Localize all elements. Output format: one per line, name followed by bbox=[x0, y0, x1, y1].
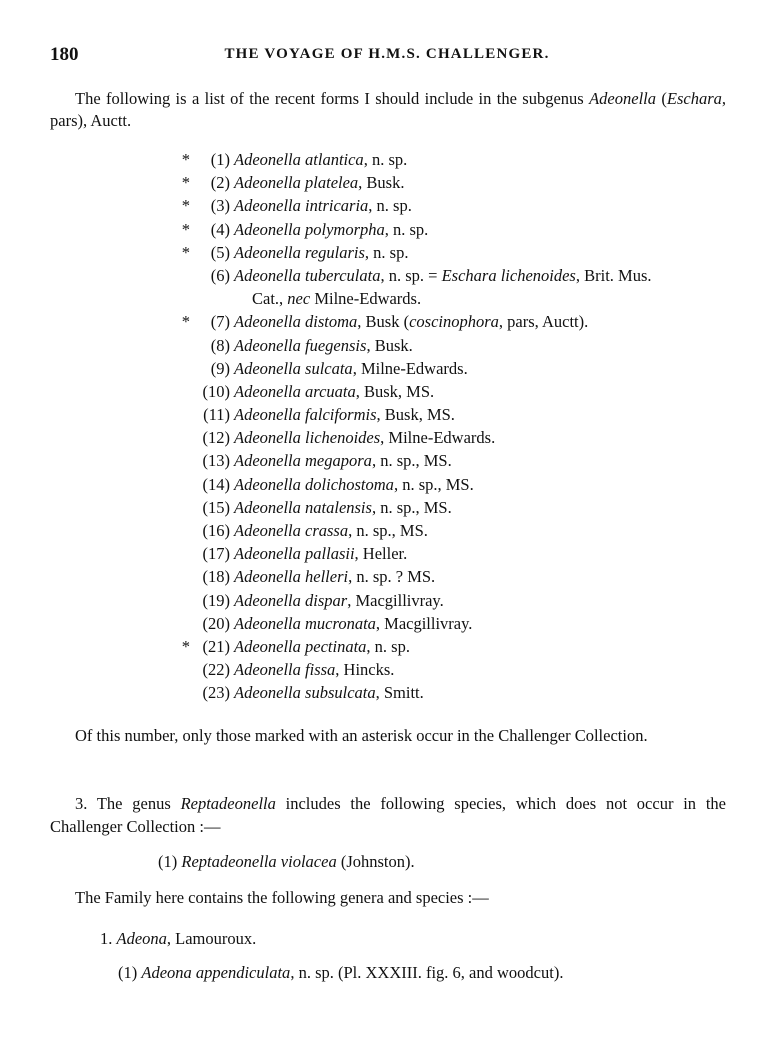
species-item-continuation bbox=[150, 287, 730, 310]
species-authority-2: , Brit. Mus. bbox=[575, 265, 652, 285]
species-authority: , Hincks. bbox=[335, 660, 395, 680]
species-list bbox=[150, 148, 730, 705]
species-text bbox=[234, 681, 424, 704]
species-authority: , Macgillivray. bbox=[375, 613, 473, 633]
reptadeonella-species bbox=[158, 851, 415, 873]
page-header bbox=[50, 44, 724, 66]
species-name: Adeonella regularis bbox=[234, 242, 365, 262]
asterisk-mark: * bbox=[181, 219, 190, 239]
species-number: (9) bbox=[210, 358, 230, 378]
reptadeonella-paragraph bbox=[50, 792, 726, 838]
species-authority: , Busk, MS. bbox=[376, 405, 455, 425]
species-authority: , n. sp. = bbox=[380, 265, 442, 285]
species-text bbox=[234, 171, 404, 194]
species-item bbox=[150, 171, 730, 194]
species-authority: , n. sp. ? MS. bbox=[348, 567, 436, 587]
species-number: (1) bbox=[210, 150, 230, 169]
species-number: (13) bbox=[202, 451, 230, 471]
appendic-rest: , n. sp. (Pl. XXXIII. fig. 6, and woodcut). bbox=[290, 963, 564, 982]
species-authority-2: , pars, Auctt). bbox=[498, 312, 589, 332]
species-text bbox=[234, 334, 413, 357]
species-item bbox=[150, 542, 730, 565]
species-number: (21) bbox=[202, 636, 230, 656]
asterisk-mark: * bbox=[181, 196, 190, 216]
species-text bbox=[234, 264, 652, 287]
species-number: (14) bbox=[202, 474, 230, 494]
species-name: Adeonella sulcata bbox=[234, 358, 353, 378]
species-authority: , Heller. bbox=[354, 544, 408, 564]
species-number: (16) bbox=[202, 521, 230, 540]
species-name: Adeonella lichenoides bbox=[234, 428, 381, 448]
species-text bbox=[234, 241, 408, 264]
species-authority: , n. sp. bbox=[364, 242, 409, 262]
repta-name: Reptadeonella violacea bbox=[181, 852, 337, 871]
species-name: Adeonella natalensis bbox=[234, 497, 372, 517]
family-line: The Family here contains the following genera and species :— bbox=[75, 888, 489, 907]
continuation-nec: nec bbox=[287, 289, 311, 309]
genus-trail: includes the following species, which does not occur in the Challenger Collection :— bbox=[50, 794, 726, 836]
species-authority: , n. sp. bbox=[368, 196, 412, 216]
species-text bbox=[234, 148, 407, 171]
asterisk-note: Of this number, only those marked with an asterisk occur in the Challenger Collection. bbox=[75, 726, 648, 745]
species-item bbox=[150, 426, 730, 449]
species-number: (3) bbox=[210, 196, 230, 216]
species-text bbox=[234, 218, 428, 241]
species-number: (20) bbox=[202, 613, 230, 633]
species-name: Adeonella intricaria bbox=[234, 196, 369, 216]
species-synonym: Eschara lichenoides bbox=[441, 265, 576, 285]
intro-paren: ( bbox=[656, 89, 667, 108]
species-item bbox=[150, 334, 730, 357]
species-number: (2) bbox=[210, 173, 230, 193]
species-name: Adeonella falciformis bbox=[234, 405, 377, 425]
species-name: Adeonella mucronata bbox=[234, 613, 376, 633]
species-number: (8) bbox=[210, 335, 230, 355]
species-number: (17) bbox=[202, 544, 230, 564]
species-item bbox=[150, 310, 730, 333]
adeona-appendiculata bbox=[118, 962, 563, 984]
species-authority: , Busk. bbox=[366, 335, 413, 355]
species-item bbox=[150, 635, 730, 658]
adeona-genus bbox=[100, 928, 256, 950]
species-text bbox=[234, 310, 588, 333]
species-number: (4) bbox=[210, 219, 230, 239]
asterisk-mark: * bbox=[181, 312, 190, 332]
species-name: Adeonella subsulcata bbox=[234, 683, 376, 703]
species-number: (7) bbox=[210, 312, 230, 332]
species-item bbox=[150, 194, 730, 217]
species-name: Adeonella tuberculata bbox=[234, 265, 381, 285]
species-text bbox=[234, 658, 394, 681]
species-name: Adeonella dolichostoma bbox=[234, 474, 394, 494]
species-item bbox=[150, 496, 730, 519]
species-text bbox=[234, 449, 452, 472]
species-text bbox=[234, 380, 434, 403]
species-synonym: coscinophora bbox=[409, 312, 499, 332]
species-item bbox=[150, 519, 730, 542]
species-authority: , n. sp. bbox=[366, 636, 410, 656]
running-title: THE VOYAGE OF H.M.S. CHALLENGER. bbox=[224, 46, 550, 62]
species-text bbox=[234, 542, 407, 565]
adeona-rest: , Lamouroux. bbox=[166, 929, 257, 948]
species-authority: , n. sp., MS. bbox=[371, 497, 452, 517]
species-number: (23) bbox=[202, 683, 230, 703]
asterisk-mark: * bbox=[181, 636, 190, 656]
species-authority: , n. sp., MS. bbox=[393, 474, 474, 494]
species-name: Adeonella fissa bbox=[234, 660, 336, 680]
species-number: (11) bbox=[203, 405, 230, 425]
species-text bbox=[234, 496, 452, 519]
species-authority: , Macgillivray. bbox=[347, 590, 444, 610]
species-authority: , Milne-Edwards. bbox=[352, 358, 468, 378]
species-name: Adeonella dispar bbox=[234, 590, 348, 610]
species-item bbox=[150, 565, 730, 588]
species-item bbox=[150, 218, 730, 241]
species-text bbox=[234, 519, 428, 542]
species-name: Adeonella distoma bbox=[234, 312, 358, 332]
continuation-pre: Cat., bbox=[252, 289, 288, 309]
species-item bbox=[150, 380, 730, 403]
continuation-text bbox=[252, 287, 421, 310]
species-authority: , Smitt. bbox=[375, 683, 424, 703]
species-text bbox=[234, 589, 444, 612]
species-item bbox=[150, 264, 730, 287]
species-number: (22) bbox=[202, 660, 230, 680]
species-text bbox=[234, 194, 412, 217]
intro-trail: , pars), Auctt. bbox=[50, 89, 726, 130]
species-text bbox=[234, 565, 435, 588]
species-authority: , n. sp. bbox=[363, 150, 408, 169]
species-item bbox=[150, 473, 730, 496]
genus-lead: 3. The genus bbox=[75, 794, 181, 813]
species-item bbox=[150, 357, 730, 380]
species-name: Adeonella polymorpha bbox=[234, 219, 385, 239]
asterisk-mark: * bbox=[181, 150, 190, 169]
species-item bbox=[150, 589, 730, 612]
species-name: Adeonella crassa bbox=[234, 521, 349, 540]
appendic-num: (1) bbox=[118, 963, 142, 982]
species-name: Adeonella pectinata bbox=[234, 636, 367, 656]
species-text bbox=[234, 426, 495, 449]
species-item bbox=[150, 658, 730, 681]
species-item bbox=[150, 612, 730, 635]
species-number: (5) bbox=[210, 242, 230, 262]
species-name: Adeonella fuegensis bbox=[234, 335, 367, 355]
species-number: (10) bbox=[202, 381, 230, 401]
species-text bbox=[234, 357, 468, 380]
appendic-name: Adeona appendiculata bbox=[141, 963, 291, 982]
intro-genus: Eschara bbox=[666, 89, 722, 108]
continuation-post: Milne-Edwards. bbox=[310, 289, 422, 309]
repta-num: (1) bbox=[158, 852, 178, 871]
intro-subgenus: Adeonella bbox=[589, 89, 656, 108]
asterisk-mark: * bbox=[181, 242, 190, 262]
species-name: Adeonella atlantica bbox=[234, 150, 364, 169]
species-name: Adeonella megapora bbox=[234, 451, 372, 471]
page-number: 180 bbox=[50, 44, 79, 65]
species-authority: , Milne-Edwards. bbox=[380, 428, 496, 448]
species-name: Adeonella platelea bbox=[234, 173, 359, 193]
asterisk-mark: * bbox=[181, 173, 190, 193]
species-authority: , n. sp. bbox=[384, 219, 429, 239]
intro-lead: The following is a list of the recent forms I should include in the subgenus bbox=[75, 89, 590, 108]
species-item bbox=[150, 449, 730, 472]
species-authority: , Busk, MS. bbox=[355, 381, 435, 401]
species-item bbox=[150, 241, 730, 264]
repta-rest: (Johnston). bbox=[336, 852, 415, 871]
species-number: (18) bbox=[202, 567, 230, 587]
species-item bbox=[150, 681, 730, 704]
species-name: Adeonella pallasii bbox=[234, 544, 355, 564]
species-item bbox=[150, 148, 730, 171]
species-authority: , Busk ( bbox=[357, 312, 410, 332]
species-number: (6) bbox=[210, 265, 230, 285]
adeona-num: 1. bbox=[100, 929, 117, 948]
species-text bbox=[234, 473, 474, 496]
genus-name: Reptadeonella bbox=[180, 794, 276, 813]
species-number: (12) bbox=[202, 428, 230, 448]
species-name: Adeonella arcuata bbox=[234, 381, 356, 401]
species-text bbox=[234, 635, 410, 658]
species-text bbox=[234, 403, 455, 426]
species-name: Adeonella helleri bbox=[234, 567, 349, 587]
intro-paragraph bbox=[50, 88, 726, 132]
species-item bbox=[150, 403, 730, 426]
species-number: (15) bbox=[202, 497, 230, 517]
species-text bbox=[234, 612, 472, 635]
species-number: (19) bbox=[202, 590, 230, 610]
species-authority: , Busk. bbox=[358, 173, 405, 193]
species-authority: , n. sp., MS. bbox=[348, 521, 428, 540]
adeona-name: Adeona bbox=[116, 929, 167, 948]
species-authority: , n. sp., MS. bbox=[371, 451, 452, 471]
